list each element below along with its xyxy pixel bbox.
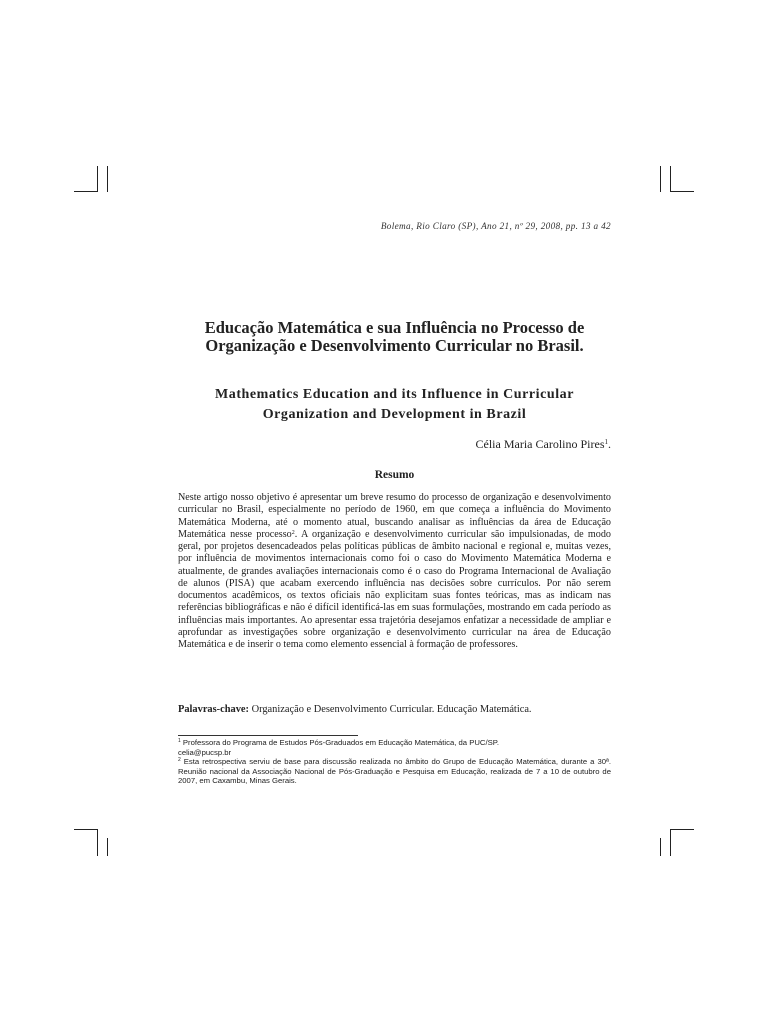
footnote-1: [178, 738, 611, 748]
footnote-2-text: Esta retrospectiva serviu de base para discussão realizada no âmbito do Grupo de Educação Matemática, durante a 30ª. Reunião nacional da Associação Nacional de Pós-Graduação e Pesquisa em Educação, realizada de 7 a 10 de outubro de 2007, em Caxambu, Minas Gerais.: [178, 757, 611, 786]
footnote-separator: [178, 735, 358, 736]
author-footnote-mark[interactable]: 1: [604, 438, 608, 446]
title-english: Mathematics Education and its Influence in Curricular Organization and Development in Brazil: [215, 387, 574, 422]
author-line: [476, 437, 611, 452]
author-trailing: .: [608, 437, 611, 451]
crop-mark-top-right-v2: [670, 166, 671, 192]
keywords-text: Organização e Desenvolvimento Curricular. Educação Matemática.: [248, 704, 532, 715]
footnote-1-email[interactable]: celia@pucsp.br: [178, 747, 232, 757]
footnote-1-text: Professora do Programa de Estudos Pós-Graduados em Educação Matemática, da PUC/SP.: [180, 738, 499, 747]
abstract-heading: Resumo: [374, 469, 415, 481]
crop-mark-bottom-left-v2: [107, 838, 108, 856]
footnote-1-mark: 1: [178, 738, 181, 744]
abstract-text-part1: Neste artigo nosso objetivo é apresentar um breve resumo do processo de organização e desenvolvimento curricular no Brasil, especialmente no período de 1960, em que começa a influência do Movimento Matemática Moderna, até o momento atual, buscando analisar as influências da área de Educação Matemática nesse processo: [178, 492, 611, 540]
crop-mark-top-right-v1: [660, 166, 661, 192]
crop-mark-bottom-left-h: [74, 829, 98, 830]
crop-mark-bottom-right-v2: [670, 829, 671, 856]
journal-citation: Bolema, Rio Claro (SP), Ano 21, nº 29, 2008, pp. 13 a 42: [380, 221, 611, 231]
footnote-2-mark: 2: [178, 757, 181, 764]
crop-mark-top-right-h: [670, 191, 694, 192]
keywords-label: Palavras-chave:: [178, 704, 249, 715]
abstract-text-part2: . A organização e desenvolvimento curricular são impulsionadas, de modo geral, por projetos desencadeados pelas políticas públicas de âmbito nacional e regional e, muitas vezes, por influência de movimentos internacionais como foi o caso do Movimento Matemática Moderna e atualmente, de grandes avaliações internacionais como é o caso do Programa Internacional de Avaliação de alunos (PISA) que acabam exercendo influência nas decisões sobre currículos. Por não serem documentos acadêmicos, os textos oficiais não explicitam suas fontes teóricas, mas as indicam nas referências bibliográficas e não é difícil identificá-las em suas formulações, mostrando em cada período as influências mais importantes. Ao apresentar essa trajetória desejamos enfatizar a necessidade de ampliar e aprofundar as investigações sobre organização e desenvolvimento curricular na área de Educação Matemática e de inserir o tema como elemento essencial à formação de professores.: [178, 528, 611, 650]
title-portuguese: Educação Matemática e sua Influência no Processo de Organização e Desenvolvimento Curricular no Brasil.: [204, 318, 585, 355]
crop-mark-top-left-v1: [97, 166, 98, 192]
crop-mark-top-left-v2: [107, 166, 108, 192]
crop-mark-top-left-h: [74, 191, 98, 192]
crop-mark-bottom-right-h: [670, 829, 694, 830]
crop-mark-bottom-right-v1: [660, 838, 661, 856]
abstract-text: [178, 492, 611, 651]
footnotes: [178, 738, 611, 786]
abstract-footnote-mark[interactable]: 2: [291, 529, 295, 536]
footnote-2: [178, 757, 611, 786]
author-name: Célia Maria Carolino Pires: [475, 437, 605, 451]
keywords: [178, 704, 611, 715]
crop-mark-bottom-left-v1: [97, 829, 98, 856]
